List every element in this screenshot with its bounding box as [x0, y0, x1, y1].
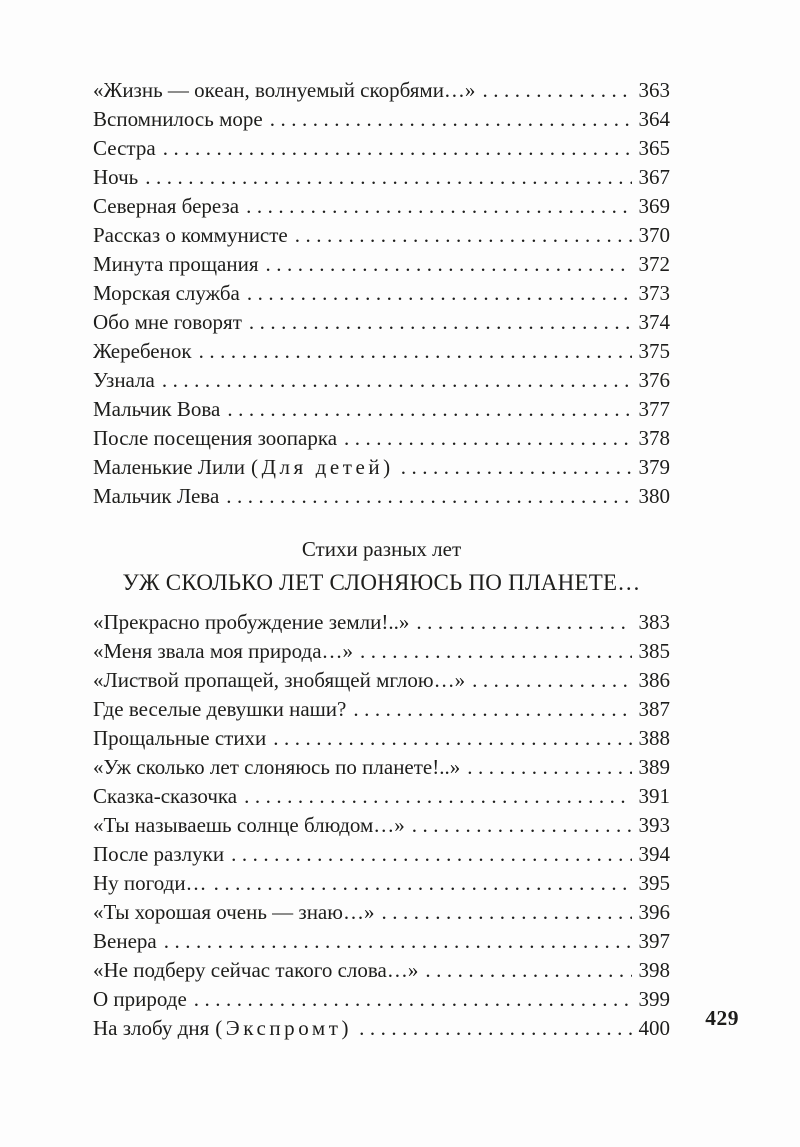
dot-leader [246, 192, 631, 221]
toc-entry [93, 811, 670, 840]
toc-entry-page-number: 363 [638, 78, 670, 102]
toc-entry-title [93, 366, 155, 395]
toc-entry-title [93, 782, 237, 811]
toc-entry [93, 337, 670, 366]
dot-leader [164, 927, 632, 956]
toc-entry-page-number: 374 [638, 310, 670, 334]
toc-entry [93, 695, 670, 724]
dot-leader [231, 840, 631, 869]
toc-entry-title [93, 1014, 352, 1043]
toc-entry [93, 482, 670, 511]
toc-entry [93, 76, 670, 105]
dot-leader [227, 395, 631, 424]
dot-leader [145, 163, 631, 192]
dot-leader [381, 898, 631, 927]
toc-entry-title-text: Северная береза [93, 194, 240, 218]
toc-entry-title [93, 898, 374, 927]
toc-entry-page-number: 396 [638, 900, 670, 924]
toc-entry-title [93, 482, 219, 511]
section-subheading: Стихи разных лет [301, 537, 462, 561]
toc-entry [93, 927, 670, 956]
toc-entry-title-text: Прощальные стихи [93, 726, 267, 750]
toc-entry-title [93, 840, 224, 869]
toc-entry-title-text: Маленькие Лили [93, 455, 246, 479]
toc-entry [93, 637, 670, 666]
toc-entry-title-text: Сестра [93, 136, 156, 160]
toc-entry-title-suffix: (Для детей) [251, 455, 394, 479]
toc-entry-page-number: 399 [638, 987, 670, 1011]
dot-leader [359, 1014, 631, 1043]
table-of-contents [93, 76, 670, 1043]
toc-entry-title-text: Жеребенок [93, 339, 192, 363]
toc-entry-page-number: 395 [638, 871, 670, 895]
toc-entry [93, 424, 670, 453]
dot-leader [273, 724, 631, 753]
toc-entry-title-text: «Меня звала моя природа…» [93, 639, 354, 663]
dot-leader [266, 250, 632, 279]
toc-entry [93, 898, 670, 927]
toc-entry-title [93, 308, 242, 337]
dot-leader [344, 424, 631, 453]
dot-leader [472, 666, 631, 695]
dot-leader [295, 221, 632, 250]
dot-leader [249, 308, 632, 337]
toc-entry-title-text: Морская служба [93, 281, 240, 305]
toc-entry-title [93, 221, 288, 250]
toc-entry-page-number: 386 [638, 668, 670, 692]
toc-entry-page-number: 393 [638, 813, 670, 837]
toc-entry-title [93, 453, 394, 482]
toc-entry-page-number: 370 [638, 223, 670, 247]
toc-entry-title-text: Где веселые девушки наши? [93, 697, 347, 721]
toc-entry-title-text: «Листвой пропащей, знобящей мглою…» [93, 668, 466, 692]
toc-entry-title [93, 869, 207, 898]
toc-entry-page-number: 380 [638, 484, 670, 508]
toc-entry-title-text: «Уж сколько лет слоняюсь по планете!..» [93, 755, 461, 779]
toc-entry [93, 753, 670, 782]
toc-entry-title-text: «Жизнь — океан, волнуемый скорбями…» [93, 78, 476, 102]
dot-leader [199, 337, 632, 366]
toc-entry-title-text: Вспомнилось море [93, 107, 263, 131]
toc-entry-title [93, 927, 157, 956]
toc-entry-title [93, 666, 465, 695]
dot-leader [247, 279, 632, 308]
dot-leader [425, 956, 631, 985]
toc-entry [93, 279, 670, 308]
dot-leader [360, 637, 631, 666]
toc-entry-page-number: 387 [638, 697, 670, 721]
toc-entry [93, 956, 670, 985]
toc-entry-title-text: Минута прощания [93, 252, 259, 276]
toc-entry [93, 724, 670, 753]
toc-entry [93, 453, 670, 482]
toc-entry-page-number: 379 [638, 455, 670, 479]
section-heading [93, 535, 670, 599]
toc-entry-page-number: 377 [638, 397, 670, 421]
dot-leader [270, 105, 632, 134]
toc-entry-title-text: Обо мне говорят [93, 310, 242, 334]
toc-entry-title-text: Рассказ о коммунисте [93, 223, 288, 247]
toc-entry [93, 395, 670, 424]
toc-entry-title-text: После разлуки [93, 842, 225, 866]
toc-entry-title [93, 163, 138, 192]
dot-leader [194, 985, 632, 1014]
dot-leader [467, 753, 631, 782]
toc-entry-title-text: Мальчик Лева [93, 484, 220, 508]
toc-entry-title [93, 608, 409, 637]
toc-entry [93, 840, 670, 869]
toc-entry-title [93, 753, 460, 782]
toc-entry-title [93, 105, 263, 134]
toc-entry-title-text: О природе [93, 987, 187, 1011]
toc-entry-title [93, 956, 418, 985]
toc-entry [93, 366, 670, 395]
toc-entry [93, 134, 670, 163]
toc-entry-page-number: 400 [638, 1016, 670, 1040]
toc-entry-title-text: «Ты называешь солнце блюдом…» [93, 813, 405, 837]
toc-entry-title-suffix: (Экспромт) [215, 1016, 353, 1040]
toc-entry-title-text: «Не подберу сейчас такого слова…» [93, 958, 419, 982]
toc-entry [93, 869, 670, 898]
toc-entry-page-number: 378 [638, 426, 670, 450]
toc-entry-page-number: 398 [638, 958, 670, 982]
toc-entry-page-number: 367 [638, 165, 670, 189]
toc-entry-title [93, 811, 405, 840]
toc-entry-page-number: 375 [638, 339, 670, 363]
toc-entry-title [93, 637, 353, 666]
toc-entry-page-number: 364 [638, 107, 670, 131]
toc-entry-title-text: Венера [93, 929, 157, 953]
toc-entry [93, 666, 670, 695]
toc-entry-title [93, 134, 156, 163]
dot-leader [482, 76, 631, 105]
dot-leader [163, 134, 632, 163]
toc-entry-page-number: 385 [638, 639, 670, 663]
dot-leader [214, 869, 632, 898]
toc-entry-page-number: 365 [638, 136, 670, 160]
toc-entry-title-text: После посещения зоопарка [93, 426, 338, 450]
toc-entry [93, 308, 670, 337]
toc-entry-title-text: Сказка-сказочка [93, 784, 238, 808]
dot-leader [416, 608, 631, 637]
toc-entry-title-text: На злобу дня [93, 1016, 210, 1040]
toc-entry [93, 985, 670, 1014]
toc-entry-title [93, 76, 475, 105]
toc-entry [93, 105, 670, 134]
toc-entry-page-number: 394 [638, 842, 670, 866]
toc-entry-page-number: 391 [638, 784, 670, 808]
dot-leader [162, 366, 632, 395]
toc-entry-page-number: 383 [638, 610, 670, 634]
dot-leader [226, 482, 631, 511]
dot-leader [412, 811, 632, 840]
toc-entry [93, 163, 670, 192]
toc-entry-page-number: 373 [638, 281, 670, 305]
toc-entry-page-number: 369 [638, 194, 670, 218]
toc-entry-title [93, 337, 192, 366]
toc-entry-title-text: «Прекрасно пробуждение земли!..» [93, 610, 410, 634]
toc-entry [93, 250, 670, 279]
toc-entry-title-text: «Ты хорошая очень — знаю…» [93, 900, 375, 924]
dot-leader [401, 453, 632, 482]
toc-entry-title [93, 724, 266, 753]
dot-leader [244, 782, 631, 811]
section-title: УЖ СКОЛЬКО ЛЕТ СЛОНЯЮСЬ ПО ПЛАНЕТЕ… [122, 570, 641, 595]
page-folio: 429 [705, 1006, 739, 1030]
toc-entry-page-number: 372 [638, 252, 670, 276]
toc-entry [93, 1014, 670, 1043]
dot-leader [353, 695, 631, 724]
toc-entry-title [93, 985, 187, 1014]
toc-entry-title [93, 192, 239, 221]
toc-entry-title [93, 695, 346, 724]
toc-entry-title [93, 279, 240, 308]
toc-entry-title-text: Ночь [93, 165, 139, 189]
toc-entry-title-text: Узнала [93, 368, 155, 392]
toc-entry [93, 782, 670, 811]
toc-entry-title-text: Ну погоди… [93, 871, 207, 895]
toc-entry-page-number: 397 [638, 929, 670, 953]
toc-entry [93, 608, 670, 637]
toc-entry-page-number: 376 [638, 368, 670, 392]
toc-entry [93, 221, 670, 250]
toc-entry-title-text: Мальчик Вова [93, 397, 221, 421]
toc-entry-title [93, 395, 220, 424]
toc-entry-title [93, 250, 259, 279]
toc-entry [93, 192, 670, 221]
toc-entry-page-number: 388 [638, 726, 670, 750]
toc-entry-title [93, 424, 337, 453]
toc-entry-page-number: 389 [638, 755, 670, 779]
